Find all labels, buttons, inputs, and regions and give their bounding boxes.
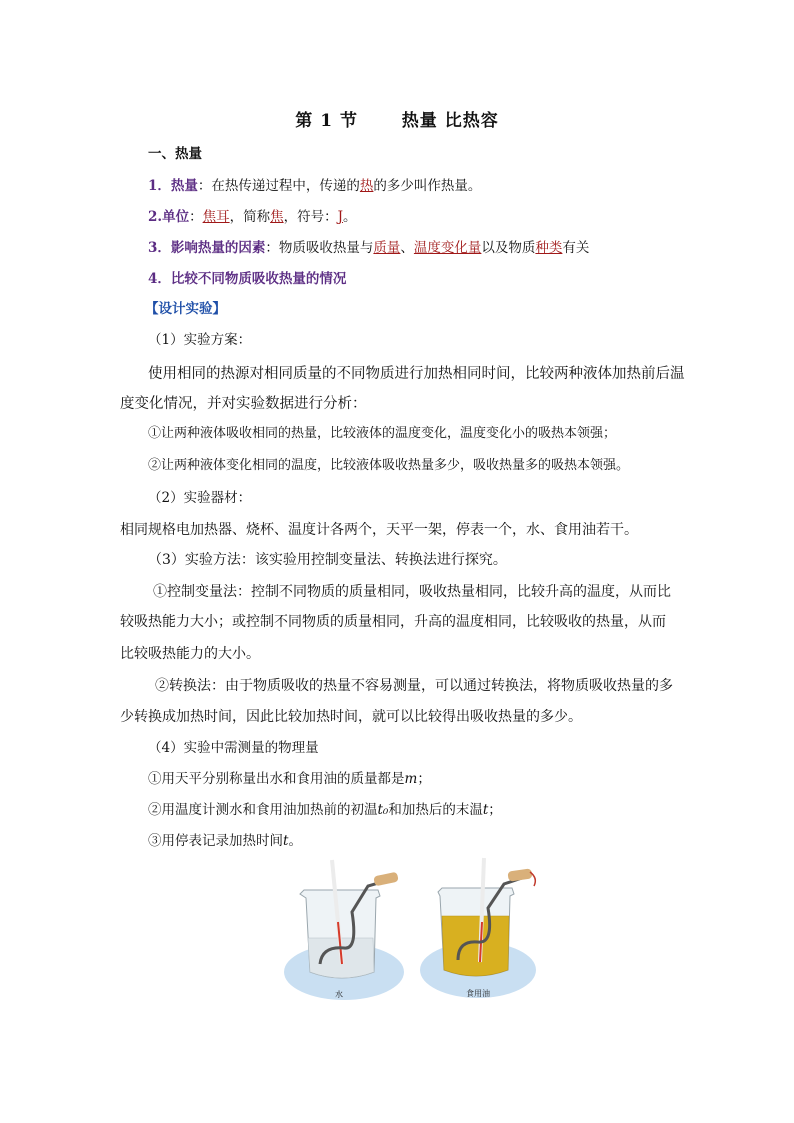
section-topic: 热量 比热容 [401, 111, 499, 131]
plan-label: （1）实验方案： [148, 332, 252, 348]
water-beaker [284, 860, 404, 1000]
design-experiment-label: 【设计实验】 [145, 301, 226, 317]
heading-heat: 一、热量 [148, 146, 202, 162]
para-compare-heading: 4．比较不同物质吸收热量的情况 [148, 271, 347, 287]
measure-label: （4）实验中需测量的物理量 [148, 740, 319, 756]
para-heat-unit: 2.单位：焦耳，简称焦，符号：J。 [148, 209, 357, 225]
page-title [0, 106, 794, 131]
method-label: （3）实验方法：该实验用控制变量法、转换法进行探究。 [148, 552, 507, 568]
method-b-line-2: 少转换成加热时间，因此比较加热时间，就可以比较得出吸收热量的多少。 [120, 709, 582, 725]
oil-label: 食用油 [466, 989, 490, 998]
water-heater-plug [373, 872, 399, 887]
method-a-line-3: 比较吸热能力的大小。 [120, 646, 260, 662]
plan-option-b: ②让两种液体变化相同的温度，比较液体吸收热量多少，吸收热量多的吸热本领强。 [148, 458, 630, 473]
measure-mass: ①用天平分别称量出水和食用油的质量都是m； [148, 771, 431, 787]
oil-heater-plug [507, 868, 532, 881]
water-label: 水 [335, 990, 343, 999]
equipment-text: 相同规格电加热器、烧杯、温度计各两个，天平一架，停表一个，水、食用油若干。 [120, 522, 638, 538]
oil-liquid [442, 916, 509, 976]
equipment-label: （2）实验器材： [148, 490, 252, 506]
method-a-line-2: 较吸热能力大小；或控制不同物质的质量相同，升高的温度相同，比较吸收的热量，从而 [120, 614, 666, 630]
method-a-line-1: ①控制变量法：控制不同物质的质量相同，吸收热量相同，比较升高的温度，从而比 [153, 584, 671, 600]
plan-option-a: ①让两种液体吸收相同的热量，比较液体的温度变化，温度变化小的吸热本领强； [148, 426, 617, 441]
oil-beaker [420, 858, 536, 998]
method-b-line-1: ②转换法：由于物质吸收的热量不容易测量，可以通过转换法，将物质吸收热量的多 [155, 678, 673, 694]
para-heat-factors: 3．影响热量的因素：物质吸收热量与质量、温度变化量以及物质种类有关 [148, 240, 590, 256]
plan-line-2: 度变化情况，并对实验数据进行分析： [120, 396, 367, 412]
plan-line-1: 使用相同的热源对相同质量的不同物质进行加热相同时间，比较两种液体加热前后温 [148, 366, 685, 382]
para-heat-definition: 1．热量：在热传递过程中，传递的热的多少叫作热量。 [148, 178, 482, 194]
measure-time: ③用停表记录加热时间t。 [148, 833, 302, 849]
measure-temperature: ②用温度计测水和食用油加热前的初温t₀和加热后的末温t； [148, 802, 502, 818]
beaker-figure [282, 852, 542, 1002]
section-number: 第 1 节 [295, 111, 358, 131]
